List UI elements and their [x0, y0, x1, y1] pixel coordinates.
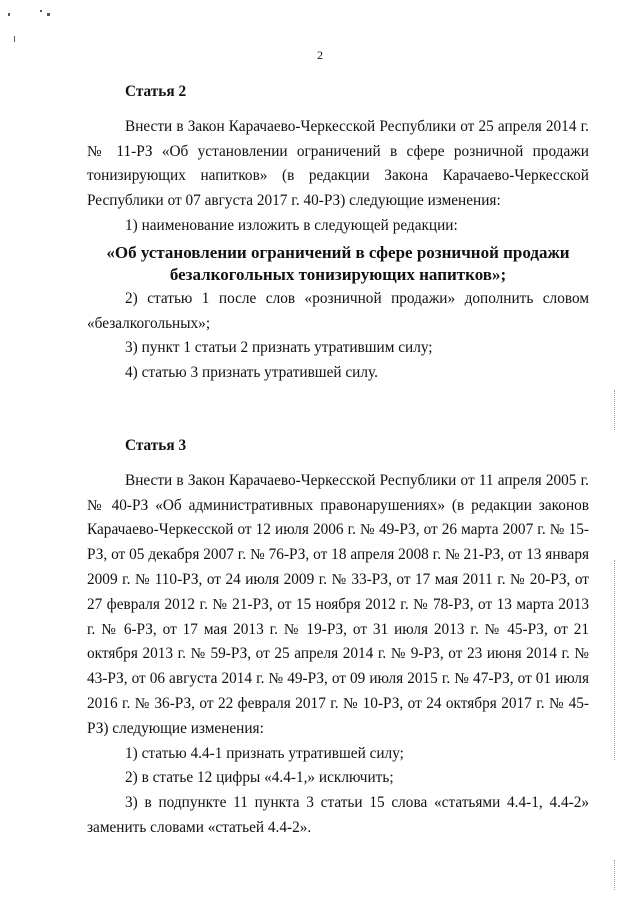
scan-speck: [8, 13, 10, 16]
article-2-item-1: 1) наименование изложить в следующей редакции:: [125, 216, 458, 234]
scan-speck: [40, 10, 42, 12]
article-2-heading: Статья 2: [125, 83, 187, 100]
article-3: [87, 434, 589, 841]
article-2: [87, 80, 589, 386]
scan-edge-noise: [614, 390, 616, 430]
article-2-new-title: «Об установлении ограничений в сфере розничной продажи безалкогольных тонизирующих напитков»;: [106, 242, 570, 284]
article-3-intro: Внести в Закон Карачаево-Черкесской Республики от 11 апреля 2005 г. № 40-РЗ «Об административных правонарушениях» (в редакции законов Карачаево-Черкесской от 12 июля 2006 г. № 49-РЗ, от 26 марта 2007 г. № 15-РЗ, от 05 декабря 2007 г. № 76-РЗ, от 18 апреля 2008 г. № 21-РЗ, от 13 января 2009 г. № 110-РЗ, от 24 июля 2009 г. № 33-РЗ, от 17 мая 2011 г. № 20-РЗ, от 27 февраля 2012 г. № 21-РЗ, от 15 ноября 2012 г. № 78-РЗ, от 13 марта 2013 г. № 6-РЗ, от 17 мая 2013 г. № 19-РЗ, от 31 июля 2013 г. № 45-РЗ, от 21 октября 2013 г. № 59-РЗ, от 25 апреля 2014 г. № 9-РЗ, от 23 июня 2014 г. № 43-РЗ, от 06 августа 2014 г. № 49-РЗ, от 09 июля 2015 г. № 47-РЗ, от 01 июля 2016 г. № 36-РЗ, от 22 февраля 2017 г. № 10-РЗ, от 24 октября 2017 г. № 45-РЗ) следующие изменения:: [87, 471, 589, 737]
article-2-item-4: 4) статью 3 признать утратившей силу.: [125, 364, 378, 382]
scan-edge-noise: [614, 860, 616, 890]
article-2-item-2: 2) статью 1 после слов «розничной продажи» дополнить словом «безалкогольных»;: [87, 289, 589, 332]
article-3-heading: Статья 3: [125, 436, 187, 454]
article-3-item-2: 2) в статье 12 цифры «4.4-1,» исключить;: [125, 769, 394, 787]
page-number: 2: [317, 48, 323, 62]
scan-speck: [14, 36, 15, 42]
scan-edge-noise: [614, 560, 616, 760]
article-3-item-1: 1) статью 4.4-1 признать утратившей силу;: [125, 744, 404, 762]
document-body: [87, 80, 589, 841]
article-2-item-3: 3) пункт 1 статьи 2 признать утратившим силу;: [125, 339, 433, 357]
scan-speck: [47, 13, 50, 16]
article-2-intro: Внести в Закон Карачаево-Черкесской Республики от 25 апреля 2014 г. № 11-РЗ «Об установлении ограничений в сфере розничной продажи тонизирующих напитков» (в редакции Закона Карачаево-Черкесской Республики от 07 августа 2017 г. 40-РЗ) следующие изменения:: [87, 117, 589, 210]
article-3-item-3: 3) в подпункте 11 пункта 3 статьи 15 слова «статьями 4.4-1, 4.4-2» заменить словами «статьей 4.4-2».: [87, 794, 589, 836]
